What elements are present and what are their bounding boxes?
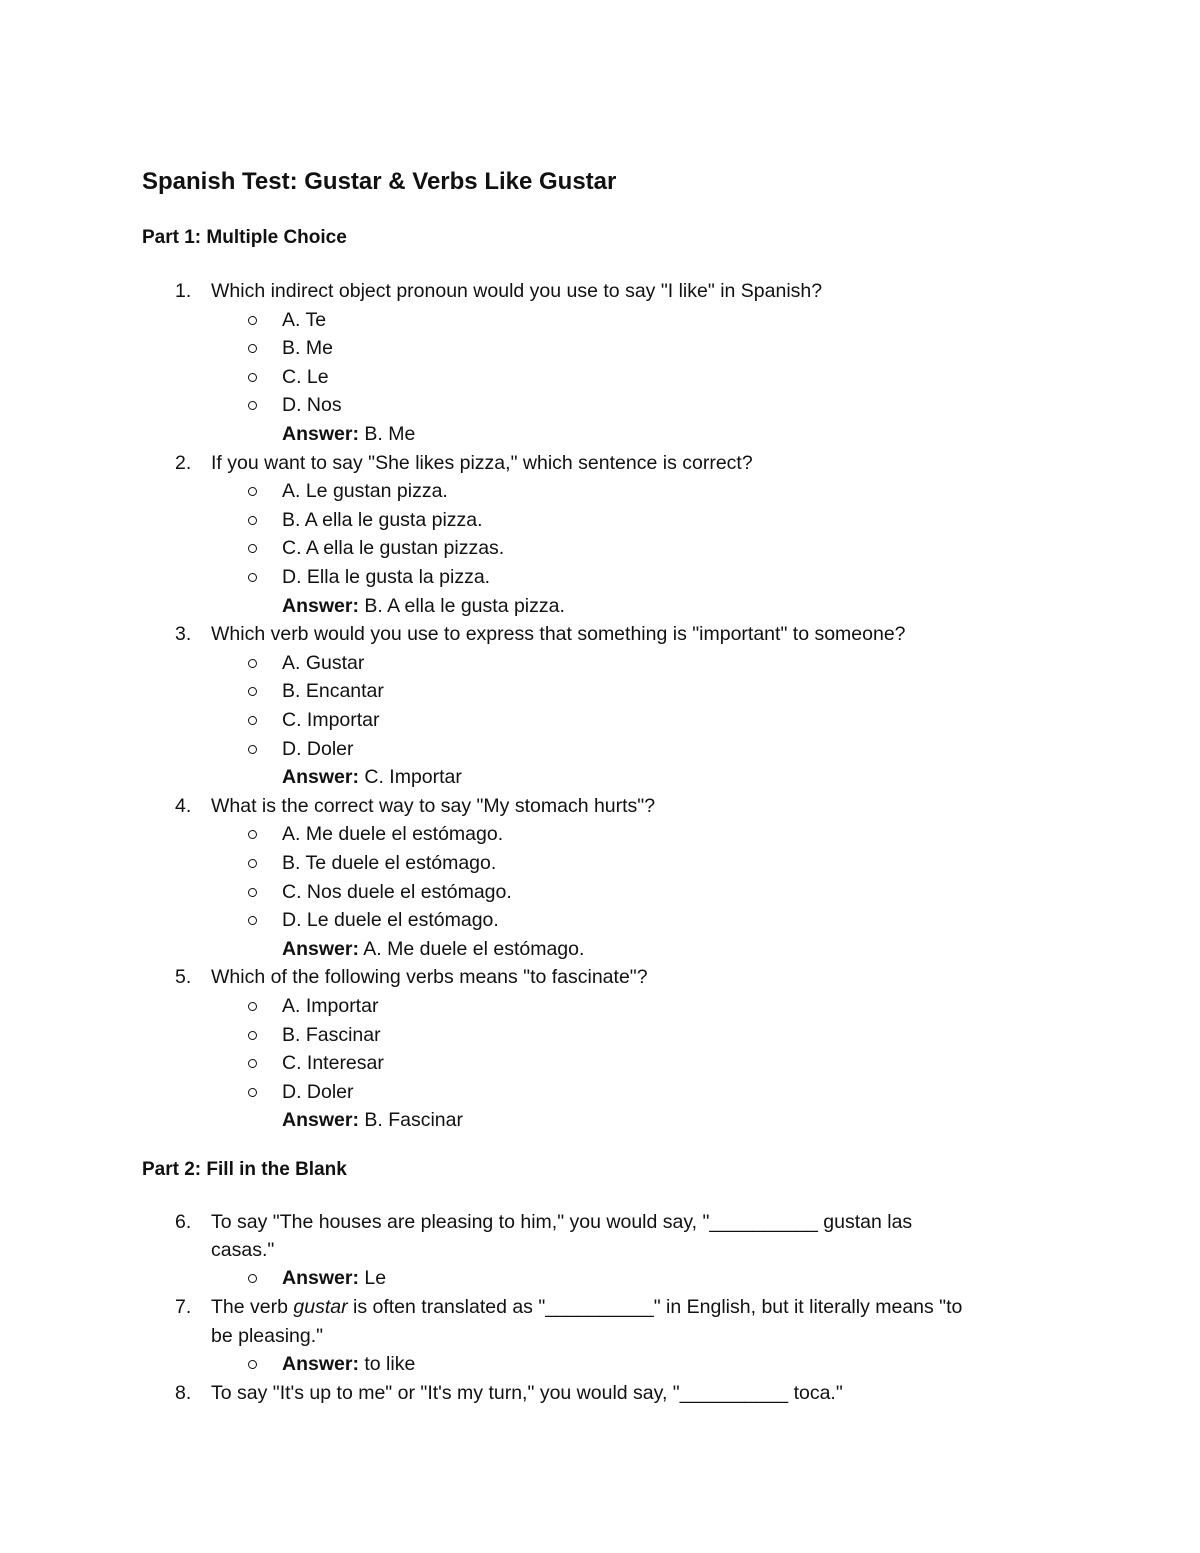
hollow-circle-bullet-icon: [248, 745, 257, 754]
option-c: C. Le: [282, 365, 329, 388]
answer-label: Answer:: [282, 1267, 359, 1289]
answer-label: Answer:: [282, 594, 359, 617]
option-a: A. Importar: [282, 995, 379, 1017]
hollow-circle-bullet-icon: [248, 316, 257, 325]
option-c: C. A ella le gustan pizzas.: [282, 537, 505, 560]
question-text-continued: casas.": [211, 1239, 275, 1261]
option-a: A. Gustar: [282, 651, 365, 674]
option-d: D. Ella le gusta la pizza.: [282, 566, 491, 588]
hollow-circle-bullet-icon: [248, 916, 257, 925]
option-b: B. A ella le gusta pizza.: [282, 508, 483, 531]
answer-line: [282, 1106, 463, 1134]
option-d: D. Doler: [282, 737, 354, 760]
answer-line: [282, 1264, 386, 1292]
answer-line: [282, 592, 565, 620]
hollow-circle-bullet-icon: [248, 1360, 257, 1369]
option-c: C. Importar: [282, 709, 380, 731]
answer-value: A. Me duele el estómago.: [363, 937, 585, 960]
hollow-circle-bullet-icon: [248, 1002, 257, 1011]
answer-value: B. A ella le gusta pizza.: [364, 594, 565, 617]
option-d: D. Doler: [282, 1080, 354, 1103]
answer-line: [282, 1350, 415, 1378]
answer-label: Answer:: [282, 766, 359, 789]
question-text: What is the correct way to say "My stomach hurts"?: [211, 794, 656, 817]
question-number: 8.: [175, 1382, 192, 1404]
answer-label: Answer:: [282, 937, 359, 960]
question-number: 2.: [175, 451, 192, 474]
answer-label: Answer:: [282, 1353, 359, 1375]
hollow-circle-bullet-icon: [248, 373, 257, 382]
hollow-circle-bullet-icon: [248, 487, 257, 496]
question-text: Which of the following verbs means "to fascinate"?: [211, 966, 648, 989]
answer-line: [282, 763, 462, 791]
answer-label: Answer:: [282, 1109, 359, 1132]
question-number: 1.: [175, 280, 192, 302]
option-b: B. Me: [282, 337, 333, 360]
question-text-part: The verb: [211, 1296, 294, 1318]
question-text: To say "It's up to me" or "It's my turn," you would say, "__________ toca.": [211, 1382, 843, 1404]
question-text: Which verb would you use to express that something is "important" to someone?: [211, 623, 906, 646]
question-text-part: is often translated as "__________" in English, but it literally means "to: [347, 1296, 963, 1318]
answer-value: B. Fascinar: [364, 1109, 463, 1132]
question-number: 3.: [175, 623, 192, 646]
hollow-circle-bullet-icon: [248, 516, 257, 525]
option-d: D. Nos: [282, 394, 342, 417]
option-c: C. Nos duele el estómago.: [282, 880, 512, 903]
option-a: A. Le gustan pizza.: [282, 480, 448, 503]
hollow-circle-bullet-icon: [248, 716, 257, 725]
hollow-circle-bullet-icon: [248, 344, 257, 353]
question-text: [211, 1293, 962, 1321]
hollow-circle-bullet-icon: [248, 1088, 257, 1097]
question-text-continued: be pleasing.": [211, 1325, 324, 1347]
hollow-circle-bullet-icon: [248, 830, 257, 839]
question-number: 5.: [175, 966, 192, 989]
question-text: If you want to say "She likes pizza," which sentence is correct?: [211, 451, 753, 474]
option-d: D. Le duele el estómago.: [282, 909, 499, 932]
option-b: B. Fascinar: [282, 1023, 381, 1046]
option-a: A. Me duele el estómago.: [282, 823, 504, 846]
option-a: A. Te: [282, 308, 327, 331]
question-text-italic: gustar: [293, 1296, 348, 1318]
hollow-circle-bullet-icon: [248, 544, 257, 553]
hollow-circle-bullet-icon: [248, 659, 257, 668]
part2-heading: Part 2: Fill in the Blank: [142, 1159, 347, 1180]
option-c: C. Interesar: [282, 1052, 384, 1075]
hollow-circle-bullet-icon: [248, 1031, 257, 1040]
hollow-circle-bullet-icon: [248, 859, 257, 868]
answer-line: [282, 420, 415, 448]
answer-value: to like: [364, 1353, 416, 1375]
hollow-circle-bullet-icon: [248, 888, 257, 897]
question-number: 7.: [175, 1296, 192, 1318]
hollow-circle-bullet-icon: [248, 687, 257, 696]
answer-line: [282, 935, 584, 963]
hollow-circle-bullet-icon: [248, 401, 257, 410]
part1-heading: Part 1: Multiple Choice: [142, 227, 347, 248]
hollow-circle-bullet-icon: [248, 573, 257, 582]
hollow-circle-bullet-icon: [248, 1274, 257, 1283]
answer-value: C. Importar: [364, 766, 462, 789]
option-b: B. Te duele el estómago.: [282, 852, 497, 874]
page-title: Spanish Test: Gustar & Verbs Like Gustar: [142, 168, 617, 195]
answer-label: Answer:: [282, 423, 359, 445]
question-number: 6.: [175, 1211, 192, 1233]
question-text: Which indirect object pronoun would you use to say "I like" in Spanish?: [211, 280, 823, 302]
option-b: B. Encantar: [282, 680, 384, 703]
question-text: To say "The houses are pleasing to him," you would say, "__________ gustan las: [211, 1211, 913, 1233]
hollow-circle-bullet-icon: [248, 1059, 257, 1068]
answer-value: Le: [364, 1267, 387, 1289]
question-number: 4.: [175, 794, 192, 817]
answer-value: B. Me: [364, 423, 416, 445]
